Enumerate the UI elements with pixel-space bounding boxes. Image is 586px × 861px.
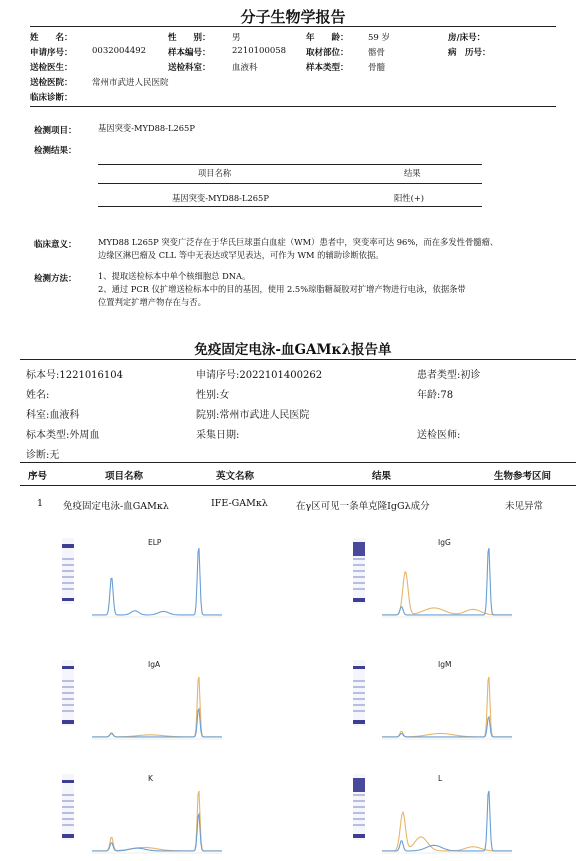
cell-item: 基因突变-MYD88-L265P (172, 193, 269, 203)
specimen-no: 标本号:1221016104 (26, 370, 123, 381)
result-label: 检测结果： (34, 146, 77, 156)
gel-band (62, 720, 74, 724)
gel-band (353, 720, 365, 724)
plot-title: IgM (438, 660, 452, 669)
gel-faint-band (62, 588, 74, 590)
col-result: 结果 (404, 168, 421, 178)
patient-sex: 性别:女 (196, 390, 230, 401)
table2-top-line (20, 462, 576, 463)
gel-faint-band (62, 570, 74, 572)
gel-faint-band (62, 698, 74, 700)
gel-band (62, 544, 74, 548)
col-item-name: 项目名称 (198, 168, 232, 178)
gel-strip (62, 774, 74, 840)
gel-faint-band (353, 582, 365, 584)
gel-faint-band (353, 686, 365, 688)
hospital-value: 常州市武进人民医院 (92, 78, 169, 88)
significance-label: 临床意义： (34, 240, 77, 250)
sex-value: 男 (232, 33, 241, 43)
gel-strip (353, 538, 365, 604)
cell-index: 1 (37, 498, 44, 509)
electropherogram-plot (92, 766, 222, 858)
gel-band (353, 834, 365, 838)
gel-faint-band (353, 806, 365, 808)
report2-title: 免疫固定电泳-血GAMκλ报告单 (194, 342, 392, 358)
diagnosis-label: 临床诊断： (30, 93, 73, 103)
blue-trace (92, 814, 222, 851)
item-value: 基因突变-MYD88-L265P (98, 123, 195, 133)
orange-trace (92, 677, 222, 737)
plot-title: IgG (438, 538, 451, 547)
gel-faint-band (353, 576, 365, 578)
gel-faint-band (62, 812, 74, 814)
report2-divider (20, 359, 576, 360)
gel-faint-band (62, 794, 74, 796)
significance-text (98, 236, 560, 262)
dept-value: 血液科 (232, 63, 258, 73)
patient-type: 患者类型:初诊 (417, 370, 481, 381)
orange-trace (382, 677, 512, 737)
gel-faint-band (353, 812, 365, 814)
gel-faint-band (353, 692, 365, 694)
gel-faint-band (353, 698, 365, 700)
hospital-label: 送检医院： (30, 78, 73, 88)
cell-result: 阳性(+) (394, 193, 425, 203)
gel-faint-band (353, 794, 365, 796)
title-divider (30, 26, 556, 27)
gel-faint-band (62, 564, 74, 566)
site-value: 髂骨 (368, 48, 386, 58)
cell-english: IFE-GAMκλ (211, 498, 268, 509)
gel-faint-band (62, 692, 74, 694)
gel-faint-band (353, 824, 365, 826)
sample-type-label: 样本类型： (306, 63, 349, 73)
gel-strip (353, 660, 365, 726)
sample-no-label: 样本编号： (168, 48, 211, 58)
gel-band (353, 542, 365, 556)
method-line: 1、提取送检标本中单个核细胞总 DNA。 (98, 271, 251, 281)
col-result2: 结果 (372, 471, 392, 482)
gel-band (353, 598, 365, 602)
doctor: 送检医师: (417, 430, 461, 441)
gel-band (62, 780, 74, 783)
gel-faint-band (353, 680, 365, 682)
plot-title: K (148, 774, 153, 783)
record-label: 病 历号： (448, 48, 491, 58)
site-label: 取材部位： (306, 48, 349, 58)
method-text (98, 270, 560, 309)
gel-faint-band (62, 800, 74, 802)
gel-faint-band (62, 710, 74, 712)
cell-reference: 未见异常 (505, 501, 544, 512)
header-divider (30, 106, 556, 107)
gel-faint-band (353, 800, 365, 802)
specimen-type: 标本类型:外周血 (26, 430, 100, 441)
gel-faint-band (62, 818, 74, 820)
room-label: 房/床号： (448, 33, 486, 43)
gel-strip (62, 538, 74, 604)
collect-date: 采集日期: (196, 430, 240, 441)
significance-line: 边缘区淋巴瘤及 CLL 等中无表达或罕见表达，可作为 WM 的辅助诊断依据。 (98, 250, 384, 260)
table2-header-line (20, 485, 576, 486)
col-reference: 生物参考区间 (494, 471, 552, 482)
age-value: 59 岁 (368, 33, 391, 43)
gel-faint-band (353, 818, 365, 820)
diagnosis: 诊断:无 (26, 450, 60, 461)
gel-faint-band (353, 558, 365, 560)
gel-faint-band (62, 686, 74, 688)
gel-band (62, 666, 74, 669)
gel-strip (353, 774, 365, 840)
gel-strip (62, 660, 74, 726)
col-index: 序号 (28, 471, 48, 482)
sample-type-value: 骨髓 (368, 63, 386, 73)
ward: 院别:常州市武进人民医院 (196, 410, 310, 421)
name-label: 姓 名： (30, 33, 73, 43)
orange-trace (382, 572, 512, 615)
significance-line: MYD88 L265P 突变广泛存在于华氏巨球蛋白血症（WM）患者中，突变率可达 96%，而在多发性骨髓瘤、 (98, 237, 499, 247)
cell-item-name: 免疫固定电泳-血GAMκλ (63, 501, 169, 512)
plot-title: IgA (148, 660, 161, 669)
gel-faint-band (62, 680, 74, 682)
gel-faint-band (353, 710, 365, 712)
request-no-label: 申请序号： (30, 48, 73, 58)
gel-faint-band (62, 824, 74, 826)
department: 科室:血液科 (26, 410, 80, 421)
dept-label: 送检科室： (168, 63, 211, 73)
request-no-value: 0032004492 (92, 46, 147, 56)
method-label: 检测方法： (34, 274, 77, 284)
patient-name: 姓名: (26, 390, 50, 401)
gel-faint-band (62, 558, 74, 560)
gel-faint-band (62, 582, 74, 584)
gel-faint-band (353, 704, 365, 706)
cell-result2: 在γ区可见一条单克隆IgGλ成分 (296, 501, 430, 512)
gel-band (353, 666, 365, 669)
report1-title: 分子生物学报告 (240, 8, 346, 26)
request-no: 申请序号:2022101400262 (196, 370, 323, 381)
gel-faint-band (62, 576, 74, 578)
orange-trace (92, 791, 222, 851)
age-label: 年 龄： (306, 33, 349, 43)
item-label: 检测项目： (34, 126, 77, 136)
patient-age: 年龄:78 (417, 390, 454, 401)
plot-title: L (438, 774, 443, 783)
electropherogram-plot (382, 766, 512, 858)
col-item: 项目名称 (105, 471, 144, 482)
gel-faint-band (353, 564, 365, 566)
gel-faint-band (62, 704, 74, 706)
col-english: 英文名称 (216, 471, 255, 482)
gel-band (62, 598, 74, 601)
sex-label: 性 别： (168, 33, 211, 43)
method-line: 2、通过 PCR 仪扩增送检标本中的目的基因，使用 2.5%琼脂糖凝胶对扩增产物进行电泳，依据条带 (98, 284, 466, 294)
blue-trace (92, 548, 222, 615)
blue-trace (382, 548, 512, 615)
gel-faint-band (353, 570, 365, 572)
gel-faint-band (62, 806, 74, 808)
gel-band (62, 834, 74, 838)
gel-faint-band (353, 588, 365, 590)
sample-no-value: 2210100058 (232, 46, 287, 56)
doctor-label: 送检医生： (30, 63, 73, 73)
gel-band (353, 778, 365, 792)
method-line: 位置判定扩增产物存在与否。 (98, 297, 206, 307)
plot-title: ELP (148, 538, 162, 547)
orange-trace (382, 812, 512, 851)
